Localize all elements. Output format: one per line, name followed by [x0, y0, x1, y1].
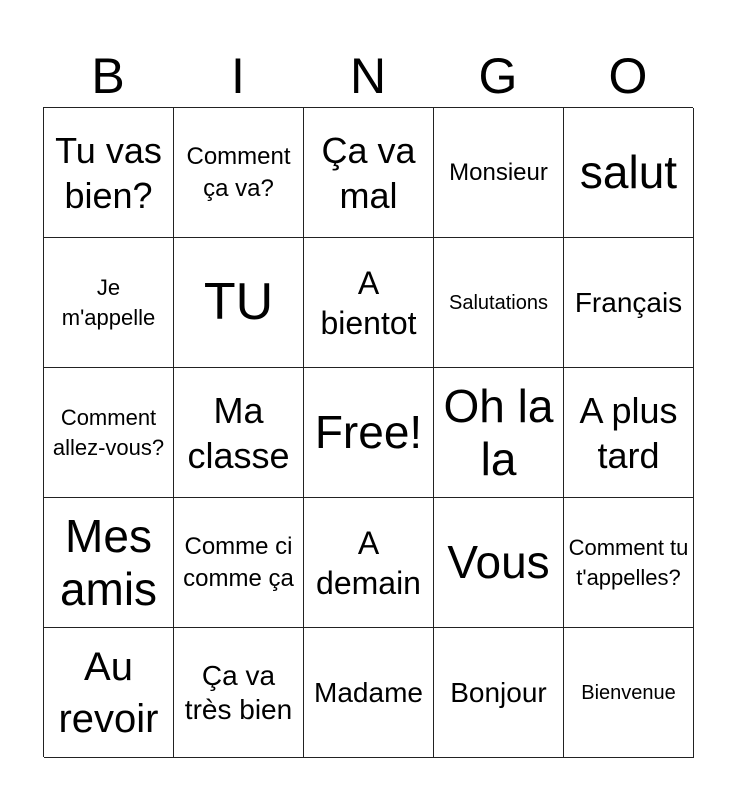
bingo-cell-r1c2[interactable] — [174, 108, 304, 238]
cell-text: Oh la la — [443, 379, 554, 485]
header-letter-n: N — [349, 48, 387, 104]
cell-text: Salutations — [449, 291, 548, 314]
cell-text: Bonjour — [450, 676, 547, 708]
bingo-cell-r5c3[interactable] — [304, 628, 434, 758]
cell-text: Tu vas bien? — [55, 129, 162, 216]
bingo-cell-r1c1[interactable] — [44, 108, 174, 238]
cell-text: Ça va mal — [321, 129, 416, 216]
bingo-cell-r2c1[interactable] — [44, 238, 174, 368]
bingo-cell-r3c3[interactable] — [304, 368, 434, 498]
cell-text: Monsieur — [449, 158, 548, 186]
bingo-cell-r1c5[interactable] — [564, 108, 694, 238]
bingo-cell-r4c2[interactable] — [174, 498, 304, 628]
bingo-cell-r2c5[interactable] — [564, 238, 694, 368]
cell-text: Comment tu t'appelles? — [568, 534, 689, 590]
cell-text: A bientot — [320, 264, 417, 341]
bingo-cell-r5c4[interactable] — [434, 628, 564, 758]
cell-text: Bienvenue — [581, 681, 676, 704]
bingo-cell-r2c4[interactable] — [434, 238, 564, 368]
cell-text: Free! — [314, 406, 423, 459]
bingo-cell-r2c3[interactable] — [304, 238, 434, 368]
bingo-cell-r3c1[interactable] — [44, 368, 174, 498]
bingo-cell-r4c1[interactable] — [44, 498, 174, 628]
cell-text: Madame — [314, 676, 423, 708]
cell-text: Ça va très bien — [184, 659, 293, 725]
cell-text: salut — [579, 146, 678, 199]
bingo-cell-r4c3[interactable] — [304, 498, 434, 628]
cell-text: Comment ça va? — [186, 143, 291, 202]
cell-text: Mes amis — [59, 509, 158, 615]
header-letter-o: O — [608, 48, 648, 104]
cell-text: Comment allez-vous? — [52, 404, 165, 460]
cell-text: Français — [574, 286, 683, 318]
header-letter-g: G — [478, 48, 518, 104]
bingo-cell-r1c3[interactable] — [304, 108, 434, 238]
bingo-header — [43, 44, 693, 108]
bingo-cell-r3c2[interactable] — [174, 368, 304, 498]
cell-text: Ma classe — [187, 389, 290, 476]
cell-text: Vous — [447, 536, 550, 589]
bingo-cell-r5c5[interactable] — [564, 628, 694, 758]
bingo-board — [43, 107, 693, 757]
cell-text: Comme ci comme ça — [183, 533, 294, 592]
cell-text: A demain — [316, 524, 421, 601]
cell-text: A plus tard — [579, 389, 678, 476]
bingo-cell-r3c4[interactable] — [434, 368, 564, 498]
cell-text: Au revoir — [58, 644, 159, 741]
bingo-cell-r4c4[interactable] — [434, 498, 564, 628]
bingo-cell-r5c1[interactable] — [44, 628, 174, 758]
bingo-cell-r3c5[interactable] — [564, 368, 694, 498]
bingo-cell-r2c2[interactable] — [174, 238, 304, 368]
cell-text: Je m'appelle — [61, 274, 156, 330]
bingo-cell-r4c5[interactable] — [564, 498, 694, 628]
header-letter-b: B — [91, 48, 125, 104]
bingo-cell-r1c4[interactable] — [434, 108, 564, 238]
cell-text: TU — [203, 273, 274, 332]
header-letter-i: I — [231, 48, 245, 104]
bingo-cell-r5c2[interactable] — [174, 628, 304, 758]
